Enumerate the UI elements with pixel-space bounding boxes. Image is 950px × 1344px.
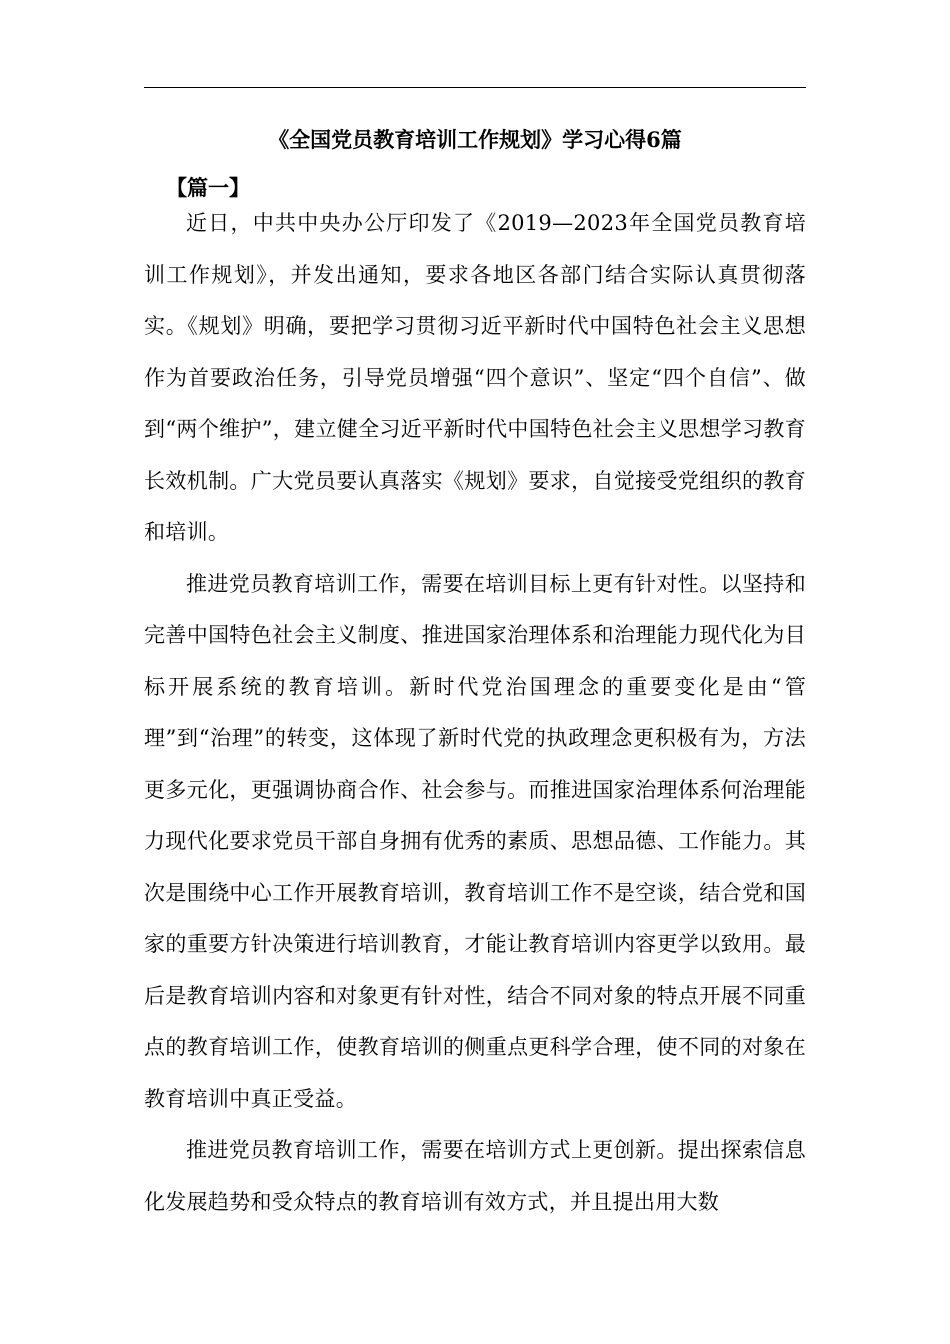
header-rule xyxy=(144,87,806,88)
section-label: 【篇一】 xyxy=(166,175,250,200)
document-title: 《全国党员教育培训工作规划》学习心得6篇 xyxy=(268,127,682,152)
paragraph-3: 推进党员教育培训工作，需要在培训方式上更创新。提出探索信息化发展趋势和受众特点的教育培训有效方式，并且提出用大数 xyxy=(144,1138,806,1214)
paragraph-1: 近日，中共中央办公厅印发了《2019—2023年全国党员教育培训工作规划》，并发出通知，要求各地区各部门结合实际认真贯彻落实。《规划》明确，要把学习贯彻习近平新时代中国特色社会主义思想作为首要政治任务，引导党员增强“四个意识”、坚定“四个自信”、做到“两个维护”，建立健全习近平新时代中国特色社会主义思想学习教育长效机制。广大党员要认真落实《规划》要求，自觉接受党组织的教育和培训。 xyxy=(144,211,806,544)
paragraph-2: 推进党员教育培训工作，需要在培训目标上更有针对性。以坚持和完善中国特色社会主义制度、推进国家治理体系和治理能力现代化为目标开展系统的教育培训。新时代党治国理念的重要变化是由“管理”到“治理”的转变，这体现了新时代党的执政理念更积极有为，方法更多元化，更强调协商合作、社会参与。而推进国家治理体系何治理能力现代化要求党员干部自身拥有优秀的素质、思想品德、工作能力。其次是围绕中心工作开展教育培训，教育培训工作不是空谈，结合党和国家的重要方针决策进行培训教育，才能让教育培训内容更学以致用。最后是教育培训内容和对象更有针对性，结合不同对象的特点开展不同重点的教育培训工作，使教育培训的侧重点更科学合理，使不同的对象在教育培训中真正受益。 xyxy=(144,571,806,1111)
document-body xyxy=(144,198,806,1228)
